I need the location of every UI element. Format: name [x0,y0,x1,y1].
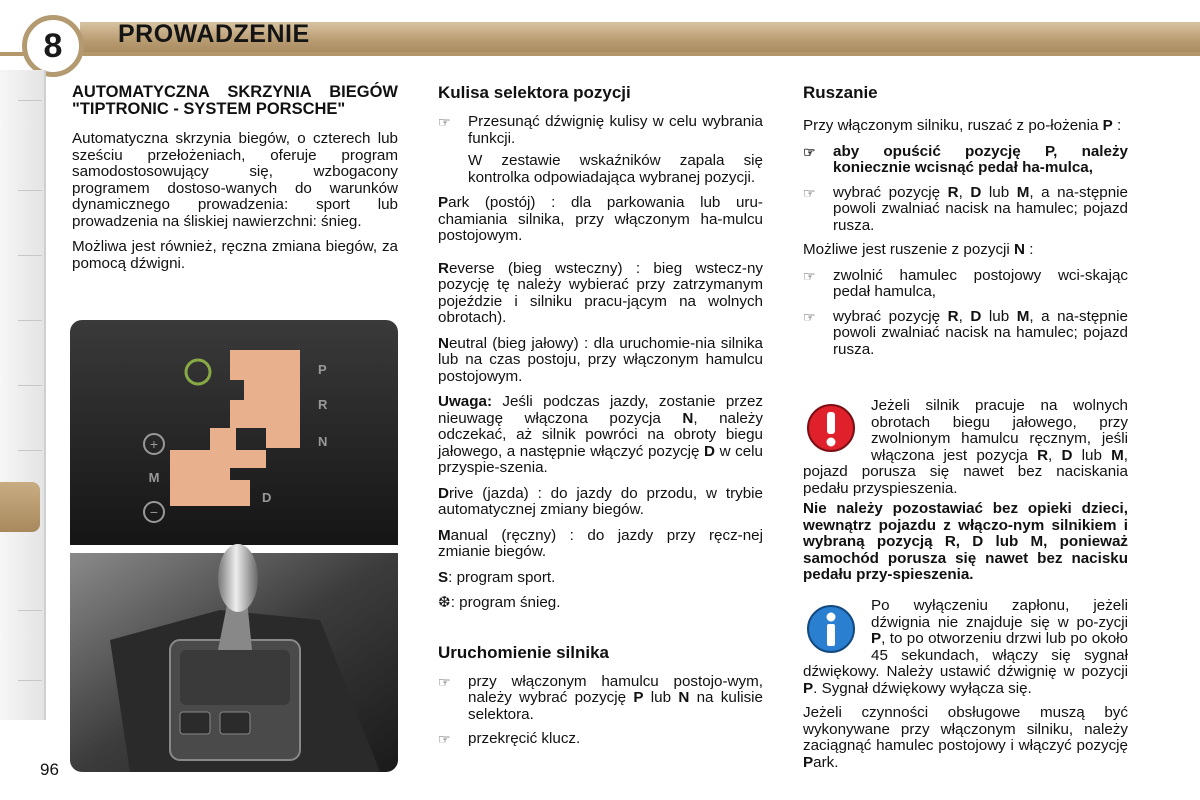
pointing-hand-icon: ☞ [438,673,451,690]
chapter-tab[interactable] [0,482,40,532]
alert-children-warning: Nie należy pozostawiać bez opieki dzieci, wewnątrz pojazdu z włączo-nym silnikiem i wybraną pozycją R, D lub M, ponieważ samochód porusza się nawet bez nacisku pedału przy-spieszenia. [803,500,1128,583]
heading-gate: Kulisa selektora pozycji [438,83,631,102]
list-item: ☞ wybrać pozycję R, D lub M, a na-stępnie powoli zwalniać nacisk na hamulec; pojazd rusza. [803,307,1128,358]
intro-paragraph: Automatyczna skrzynia biegów, o czterech lub sześciu przełożeniach, oferuje program samodostosowujący się, wzbogacony programem dostoso-wanych do warunków dynamicznego prowadzenia: sport lub prowadzenia na śliskiej nawierzchni: śnieg. [72,130,398,230]
pointing-hand-icon: ☞ [803,143,816,160]
n-label: N [318,434,328,449]
neutral-paragraph: Neutral (bieg jałowy) : dla uruchomie-nia silnika lub na czas postoju, przy włączonym hamulcu postojowym. [438,334,763,385]
middle-column [438,84,763,756]
heading-moving-off: Ruszanie [803,83,878,102]
d-label: D [262,490,272,505]
reverse-paragraph: Reverse (bieg wsteczny) : bieg wstecz-ny pozycję tę należy wybierać przy zatrzymanym pojeździe i silniku pracu-jącym na wolnych obrotach). [438,259,763,326]
plus-label: + [149,436,159,452]
pointing-hand-icon: ☞ [803,308,816,325]
sport-button [180,712,210,734]
margin-strip [0,70,46,720]
info-text: Po wyłączeniu zapłonu, jeżeli dźwignia nie znajduje się w po-zycji P, to po otworzeniu drzwi lub po około 45 sekundach, włączy się sygnał dźwiękowy. Należy ustawić dźwignię w pozycji P. Sygnał dźwiękowy wyłącza się. Jeżeli czynności obsługowe muszą być wykonywane przy włączonym silniku, należy zaciągnąć hamulec postojowy i włączyć pozycję Park. [803,597,1128,771]
list-item: ☞ przekręcić klucz. [438,730,581,747]
moving-off-intro: Przy włączonym silniku, ruszać z po-łożenia P : [803,117,1122,134]
header-rule [0,52,1200,56]
sport-paragraph: S: program sport. [438,568,556,586]
right-column [803,84,1128,366]
gear-knob [218,544,258,612]
park-paragraph: Park (postój) : dla parkowania lub uru-chamiania silnika, przy włączonym ha-mulcu postojowym. [438,194,763,244]
list-item: ☞ aby opuścić pozycję P, należy koniecznie wcisnąć pedał ha-mulca, [803,142,1128,176]
snow-button [220,712,250,734]
maintenance-note: Jeżeli czynności obsługowe muszą być wykonywane przy włączonym silniku, należy zaciągnąć hamulec postojowy i włączyć pozycję Park. [803,704,1128,771]
pointing-hand-icon: ☞ [438,114,451,130]
list-item: ☞ przy włączonym hamulcu postojo-wym, należy wybrać pozycję P lub N na kulisie selektora. [438,672,763,723]
list-item: ☞ wybrać pozycję R, D lub M, a na-stępnie powoli zwalniać nacisk na hamulec; pojazd rusza. [803,183,1128,234]
r-label: R [318,397,328,412]
manual-paragraph: Manual (ręczny) : do jazdy przy ręcz-nej zmianie biegów. [438,526,763,560]
pointing-hand-icon: ☞ [803,267,816,284]
p-label: P [318,362,327,377]
pointing-hand-icon: ☞ [803,184,816,201]
indicator-note: W zestawie wskaźników zapala się kontrolka odpowiadająca wybranej pozycji. [468,152,763,186]
minus-label: − [149,504,159,520]
list-item: ☞ Przesunąć dźwignię kulisy w celu wybrania funkcji. [438,113,763,147]
left-column [72,84,398,281]
alert-text: Jeżeli silnik pracuje na wolnych obrotach biegu jałowego, przy zwolnionym hamulcu ręcznym, jeśli włączona jest pozycja R, D lub M, pojazd porusza się nawet bez naciskania pedału przyspieszenia. Nie należy pozostawiać bez opieki dzieci, wewnątrz pojazdu z włączo-nym silnikiem i wybraną pozycją R, D lub M, ponieważ samochód porusza się nawet bez nacisku pedału przy-spieszenia. [803,397,1128,583]
snow-paragraph: ❆: program śnieg. [438,594,561,611]
snowflake-icon: ❆ [438,594,451,611]
drive-paragraph: Drive (jazda) : do jazdy do przodu, w trybie automatycznej zmiany biegów. [438,484,763,518]
chapter-title: PROWADZENIE [118,20,310,48]
warning-paragraph: Uwaga: Jeśli podczas jazdy, zostanie przez nieuwagę włączona pozycja N, należy odczekać, aż silnik powróci na obroty biegu jałowego, a następnie włączyć pozycję D w celu przyspie-szenia. [438,393,763,476]
page-number: 96 [40,760,59,779]
m-label: M [148,470,160,485]
section-title: AUTOMATYCZNA SKRZYNIA BIEGÓW "TIPTRONIC - SYSTEM PORSCHE" [72,83,398,118]
neutral-start-intro: Możliwe jest ruszenie z pozycji N : [803,241,1034,258]
gear-selector-figure [70,320,398,772]
pointing-hand-icon: ☞ [438,731,451,747]
manual-shift-paragraph: Możliwa jest również, ręczna zmiana biegów, za pomocą dźwigni. [72,238,398,272]
heading-engine-start: Uruchomienie silnika [438,642,609,662]
gear-selector-illustration [70,320,398,772]
gate-cover [180,650,290,705]
chapter-number-badge: 8 [22,15,84,77]
list-item: ☞ zwolnić hamulec postojowy wci-skając pedał hamulca, [803,266,1128,300]
